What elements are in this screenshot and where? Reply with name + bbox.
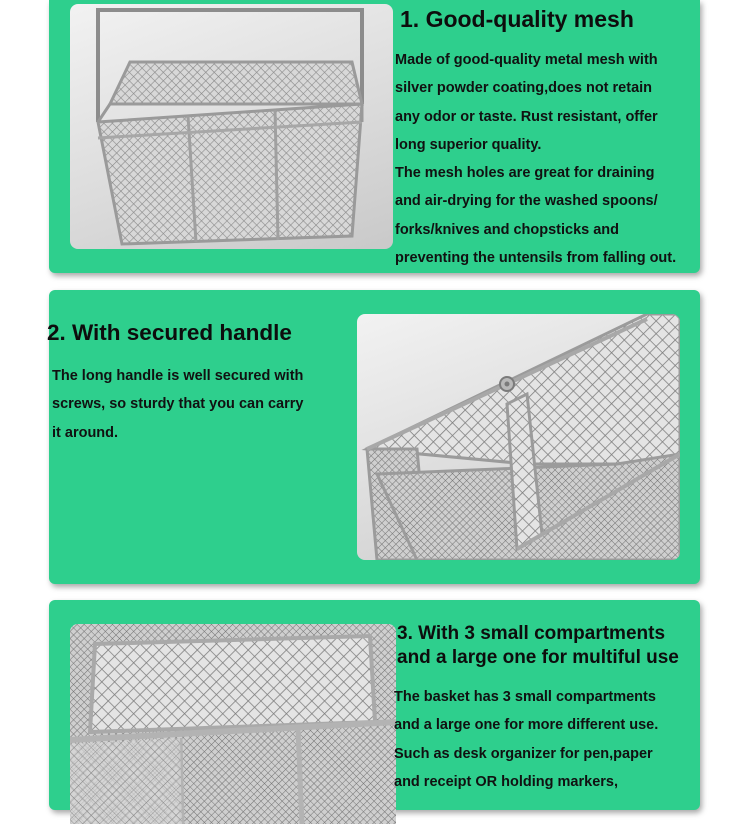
heading-line: and a large one for multiful use xyxy=(397,647,679,668)
description-line: silver powder coating,does not retain xyxy=(395,80,653,97)
description-line: The mesh holes are great for draining xyxy=(395,165,655,182)
section-3-heading xyxy=(397,622,679,670)
compartments-illustration xyxy=(70,624,396,824)
description-line: and air-drying for the washed spoons/ xyxy=(395,193,658,210)
compartments-top-view-photo xyxy=(70,624,396,824)
description-line: Such as desk organizer for pen,paper xyxy=(394,745,653,762)
heading-line: 3. With 3 small compartments xyxy=(397,623,666,644)
description-line: any odor or taste. Rust resistant, offer xyxy=(395,108,658,125)
handle-screw-closeup-photo xyxy=(357,314,680,560)
description-line: and a large one for more different use. xyxy=(394,717,659,734)
description-line: screws, so sturdy that you can carry xyxy=(52,396,304,413)
description-line: long superior quality. xyxy=(395,136,542,153)
section-compartments xyxy=(49,600,700,810)
section-secured-handle xyxy=(49,290,700,584)
section-good-quality-mesh xyxy=(49,0,700,273)
description-line: it around. xyxy=(52,424,119,441)
description-line: and receipt OR holding markers, xyxy=(394,773,618,790)
description-line: The long handle is well secured with xyxy=(52,368,304,384)
description-line: The basket has 3 small compartments xyxy=(394,689,656,705)
section-2-heading: 2. With secured handle xyxy=(47,320,292,345)
description-line: forks/knives and chopsticks and xyxy=(395,221,620,238)
section-1-description xyxy=(395,46,676,272)
description-line: preventing the untensils from falling out. xyxy=(395,250,677,267)
section-1-heading: 1. Good-quality mesh xyxy=(400,6,634,32)
mesh-basket-with-handle-photo xyxy=(70,4,393,249)
section-2-description xyxy=(52,362,303,447)
basket-illustration xyxy=(70,4,393,249)
closeup-illustration xyxy=(357,314,680,560)
description-line: Made of good-quality metal mesh with xyxy=(395,52,658,68)
section-3-description xyxy=(394,683,658,796)
